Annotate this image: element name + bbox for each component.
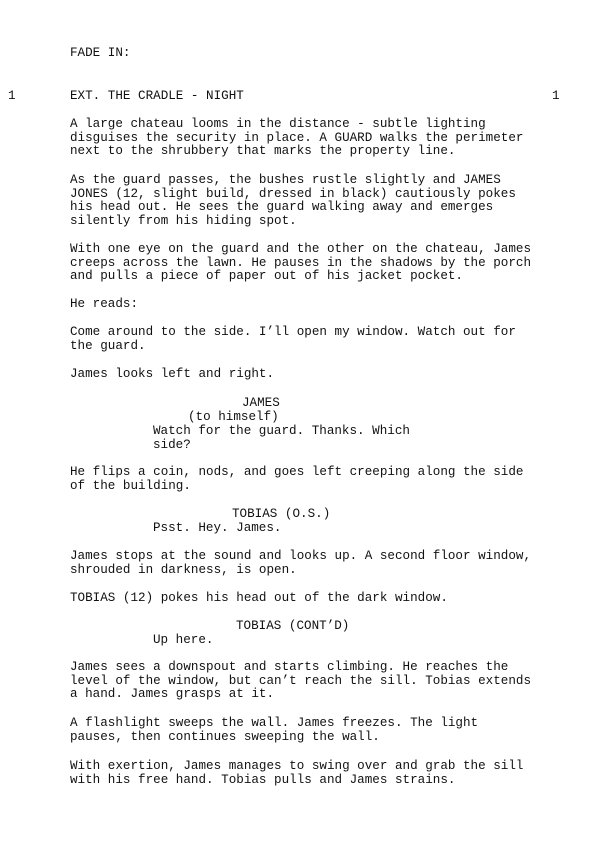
action-paragraph: James looks left and right. — [70, 367, 275, 381]
dialogue-line: Up here. — [153, 633, 214, 647]
action-paragraph: A large chateau looms in the distance - subtle lighting disguises the security in place. A GUARD walks the perimeter next to the shrubbery that marks the property line. — [70, 117, 524, 159]
character-name: JAMES — [242, 396, 280, 410]
scene-heading: EXT. THE CRADLE - NIGHT — [70, 89, 244, 103]
action-paragraph: James stops at the sound and looks up. A second floor window, shrouded in darkness, is open. — [70, 549, 532, 577]
action-paragraph: He reads: — [70, 297, 139, 311]
action-paragraph: As the guard passes, the bushes rustle slightly and JAMES JONES (12, slight build, dressed in black) cautiously pokes his head out. He sees the guard walking away and emerges silently from his hiding spot. — [70, 173, 516, 228]
action-paragraph: Come around to the side. I’ll open my window. Watch out for the guard. — [70, 325, 516, 353]
action-paragraph: He flips a coin, nods, and goes left creeping along the side of the building. — [70, 465, 524, 493]
action-paragraph: With one eye on the guard and the other on the chateau, James creeps across the lawn. He pauses in the shadows by the porch and pulls a piece of paper out of his jacket pocket. — [70, 242, 532, 284]
action-paragraph: A flashlight sweeps the wall. James freezes. The light pauses, then continues sweeping the wall. — [70, 716, 479, 744]
scene-number-right: 1 — [552, 89, 560, 103]
parenthetical: (to himself) — [188, 410, 279, 424]
dialogue-line: Watch for the guard. Thanks. Which side? — [153, 424, 410, 452]
dialogue-line: Psst. Hey. James. — [153, 521, 282, 535]
character-name: TOBIAS (O.S.) — [232, 507, 331, 521]
transition: FADE IN: — [70, 46, 131, 60]
action-paragraph: With exertion, James manages to swing over and grab the sill with his free hand. Tobias pulls and James strains. — [70, 759, 524, 787]
action-paragraph: TOBIAS (12) pokes his head out of the dark window. — [70, 591, 448, 605]
character-name: TOBIAS (CONT’D) — [236, 619, 350, 633]
scene-number-left: 1 — [8, 89, 16, 103]
action-paragraph: James sees a downspout and starts climbing. He reaches the level of the window, but can’t reach the sill. Tobias extends a hand. James grasps at it. — [70, 660, 532, 702]
